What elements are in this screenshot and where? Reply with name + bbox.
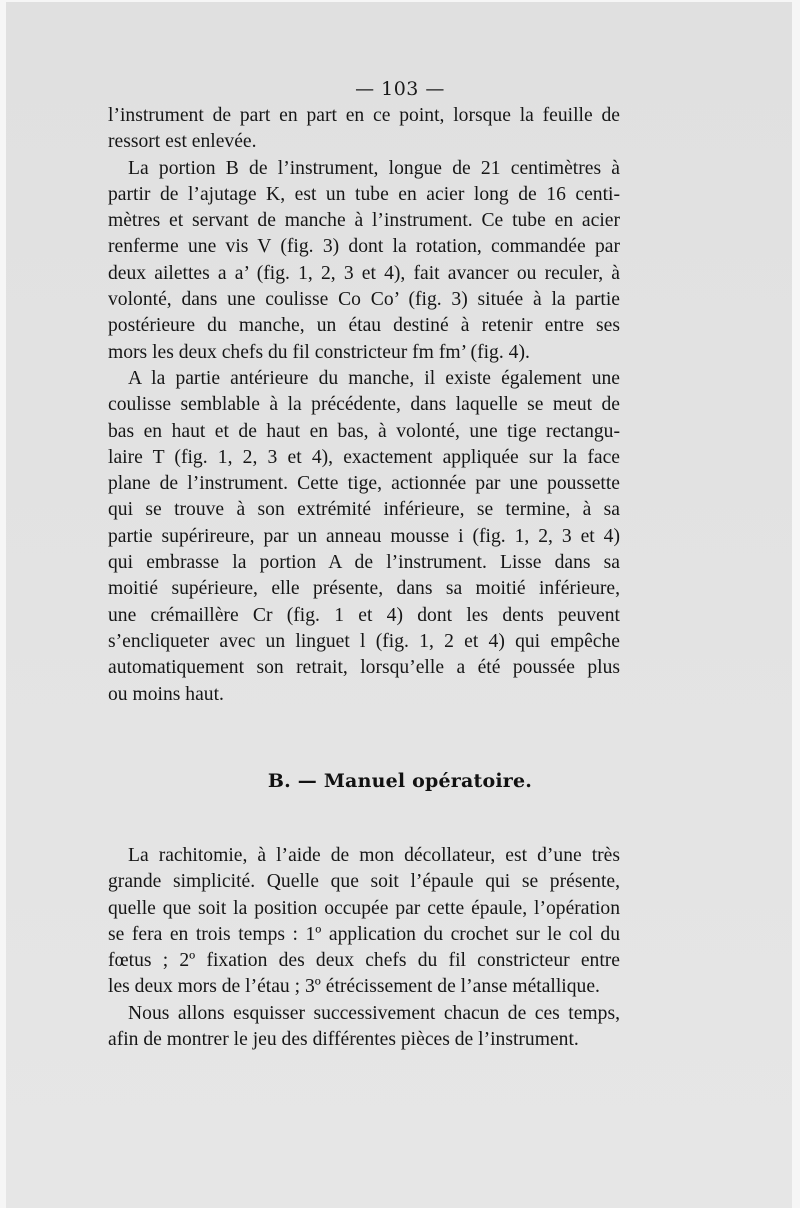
text-line: les deux mors de l’étau ; 3º étrécissement de l’anse métallique. (108, 976, 600, 998)
text-line: A la partie antérieure du manche, il existe également une (128, 367, 620, 389)
body-text-top (108, 103, 620, 708)
text-line: afin de montrer le jeu des différentes pièces de l’instrument. (108, 1029, 579, 1051)
text-line: coulisse semblable à la précédente, dans laquelle se meut de (108, 394, 620, 416)
paragraph (108, 843, 620, 1001)
text-line: partie supérireure, par un anneau mousse i (fig. 1, 2, 3 et 4) (108, 525, 620, 547)
page-number: — 103 — (355, 78, 445, 100)
text-line: deux ailettes a a’ (fig. 1, 2, 3 et 4), fait avancer ou reculer, à (108, 262, 620, 284)
text-line: volonté, dans une coulisse Co Co’ (fig. 3) située à la partie (108, 289, 620, 311)
text-line: postérieure du manche, un étau destiné à retenir entre ses (108, 315, 620, 337)
text-line: La portion B de l’instrument, longue de 21 centimètres à (128, 157, 620, 179)
text-line: l’instrument de part en part en ce point, lorsque la feuille de (108, 105, 620, 126)
text-line: mors les deux chefs du fil constricteur fm fm’ (fig. 4). (108, 341, 530, 363)
text-line: partir de l’ajutage K, est un tube en acier long de 16 centi- (108, 183, 620, 205)
paragraph (108, 156, 620, 366)
paragraph (108, 1001, 620, 1054)
text-line: mètres et servant de manche à l’instrument. Ce tube en acier (108, 210, 620, 232)
text-line: fœtus ; 2º fixation des deux chefs du fil constricteur entre (108, 950, 620, 972)
text-line: qui embrasse la portion A de l’instrument. Lisse dans sa (108, 552, 620, 574)
text-line: se fera en trois temps : 1º application du crochet sur le col du (108, 923, 620, 945)
text-line: ou moins haut. (108, 683, 224, 705)
text-line: laire T (fig. 1, 2, 3 et 4), exactement appliquée sur la face (108, 446, 620, 468)
section-heading: B. — Manuel opératoire. (267, 770, 533, 792)
text-line: ressort est enlevée. (108, 131, 257, 153)
paragraph (108, 103, 620, 156)
text-line: automatiquement son retrait, lorsqu’elle a été poussée plus (108, 657, 620, 679)
text-line: bas en haut et de haut en bas, à volonté, une tige rectangu- (108, 420, 620, 442)
text-line: grande simplicité. Quelle que soit l’épaule qui se présente, (108, 871, 620, 893)
text-line: une crémaillère Cr (fig. 1 et 4) dont les dents peuvent (108, 604, 620, 626)
paragraph (108, 366, 620, 708)
text-line: s’encliqueter avec un linguet l (fig. 1, 2 et 4) qui empêche (108, 630, 620, 652)
text-line: quelle que soit la position occupée par cette épaule, l’opération (108, 897, 620, 919)
text-line: La rachitomie, à l’aide de mon décollateur, est d’une très (128, 845, 620, 866)
text-line: moitié supérieure, elle présente, dans sa moitié inférieure, (108, 578, 620, 600)
body-text-bottom (108, 843, 620, 1053)
text-line: plane de l’instrument. Cette tige, actionnée par une poussette (108, 473, 620, 495)
text-line: qui se trouve à son extrémité inférieure, se termine, à sa (108, 499, 620, 521)
text-line: renferme une vis V (fig. 3) dont la rotation, commandée par (108, 236, 620, 258)
text-line: Nous allons esquisser successivement chacun de ces temps, (128, 1002, 620, 1024)
